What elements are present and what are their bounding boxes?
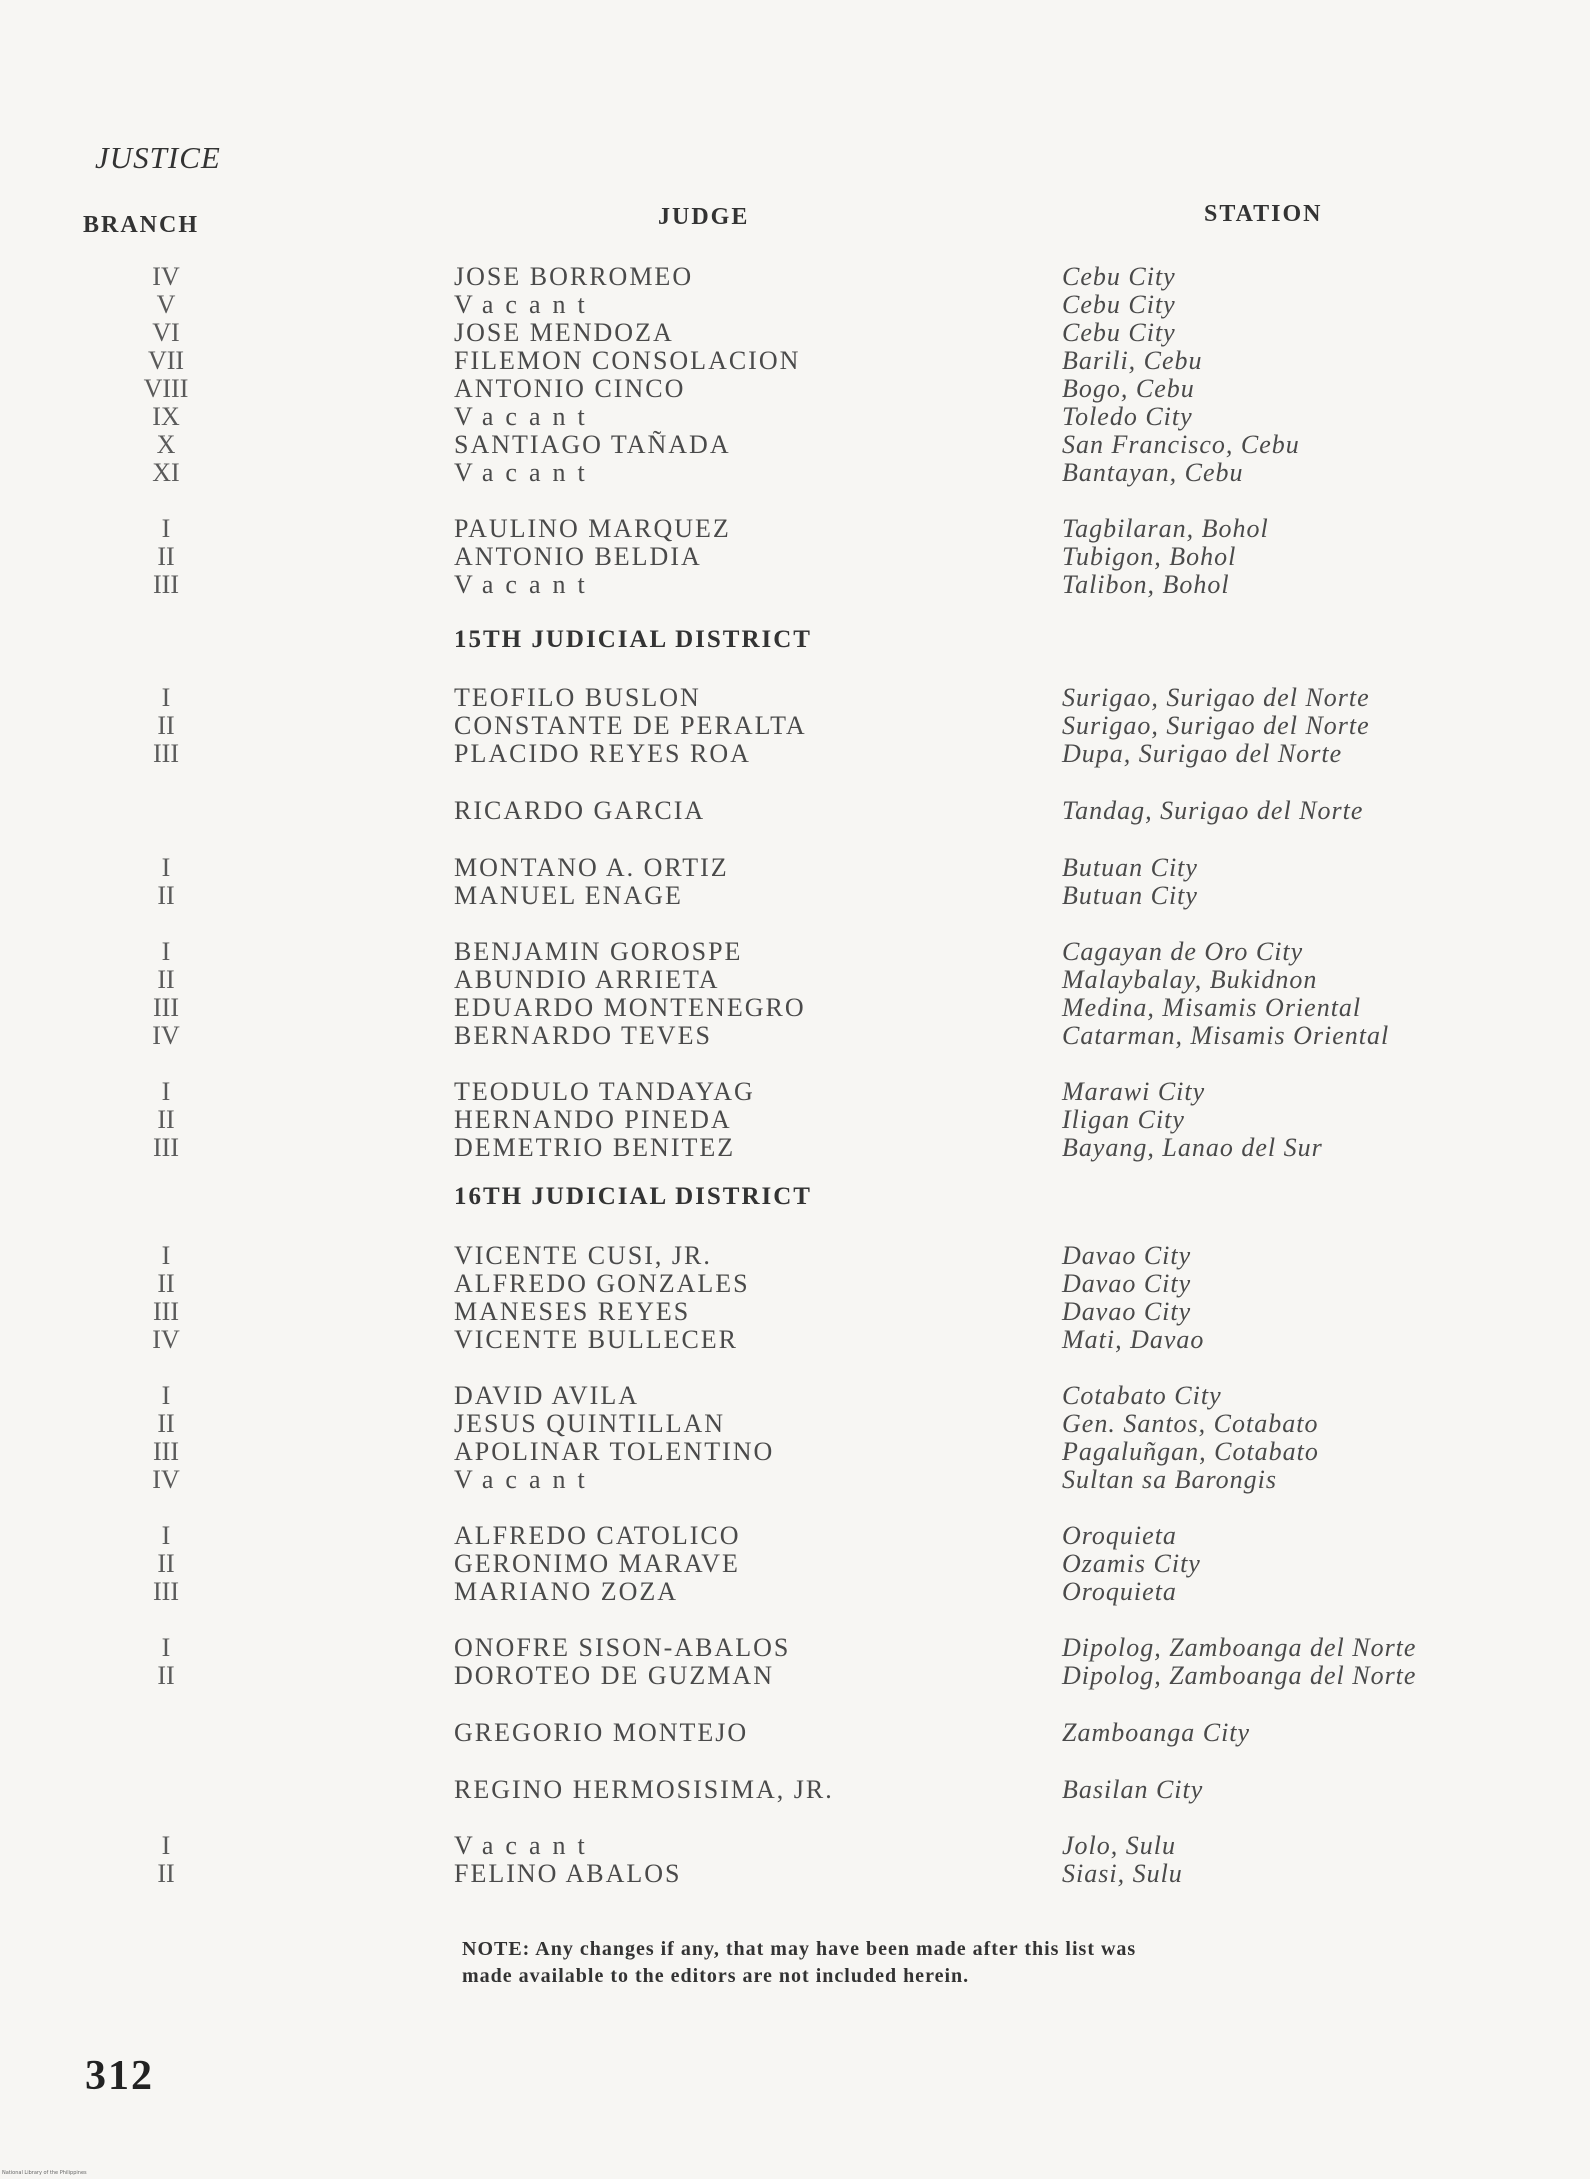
table-row [0,374,1590,403]
branch-cell: II [157,1269,175,1298]
branch-cell: II [157,1549,175,1578]
station-cell: Surigao, Surigao del Norte [1062,683,1370,712]
branch-cell: IV [152,1021,180,1050]
judge-cell: DOROTEO DE GUZMAN [454,1661,774,1690]
table-row [0,1549,1590,1578]
table-row [0,458,1590,487]
judge-cell: ALFREDO CATOLICO [454,1521,741,1550]
station-cell: Dipolog, Zamboanga del Norte [1062,1661,1417,1690]
station-cell: Ozamis City [1062,1549,1201,1578]
station-cell: Butuan City [1062,853,1198,882]
branch-cell: IV [152,1465,180,1494]
judge-cell: JOSE BORROMEO [454,262,694,291]
table-row [0,965,1590,994]
table-row [0,1831,1590,1860]
judge-cell: Vacant [454,458,597,487]
branch-cell: II [157,1409,175,1438]
table-row [0,1465,1590,1494]
station-cell: Talibon, Bohol [1062,570,1230,599]
table-row [0,1133,1590,1162]
station-cell: Cebu City [1062,318,1176,347]
judge-cell: VICENTE CUSI, JR. [454,1241,712,1270]
section-title: JUSTICE [95,140,221,175]
judge-cell: ONOFRE SISON-ABALOS [454,1633,791,1662]
table-row [0,1633,1590,1662]
judge-cell: REGINO HERMOSISIMA, JR. [454,1775,834,1804]
branch-cell: III [153,739,179,768]
branch-cell: II [157,1105,175,1134]
branch-cell: II [157,881,175,910]
judge-cell: Vacant [454,1831,597,1860]
branch-cell: VIII [143,374,189,403]
page-number: 312 [85,2053,154,2099]
branch-cell: II [157,711,175,740]
table-row [0,1661,1590,1690]
station-cell: Zamboanga City [1062,1718,1251,1747]
table-row [0,570,1590,599]
table-row [0,1577,1590,1606]
table-row [0,711,1590,740]
branch-cell: VI [152,318,180,347]
table-row [0,402,1590,431]
station-cell: Davao City [1062,1241,1192,1270]
station-cell: Jolo, Sulu [1062,1831,1176,1860]
station-cell: Siasi, Sulu [1062,1859,1183,1888]
district-heading-16th: 16TH JUDICIAL DISTRICT [454,1183,812,1210]
station-cell: Toledo City [1062,402,1193,431]
station-cell: Iligan City [1062,1105,1185,1134]
table-row [0,1077,1590,1106]
note-text: Any changes if any, that may have been made after this list was made available to the editors are not included herein. [462,1938,1137,1987]
judge-cell: PAULINO MARQUEZ [454,514,731,543]
branch-cell: II [157,542,175,571]
judge-cell: TEOFILO BUSLON [454,683,701,712]
table-row [0,1859,1590,1888]
branch-cell: III [153,1437,179,1466]
branch-cell: X [156,430,176,459]
branch-cell: I [161,1831,171,1860]
judge-cell: APOLINAR TOLENTINO [454,1437,775,1466]
station-cell: Tandag, Surigao del Norte [1062,796,1364,825]
judge-cell: Vacant [454,402,597,431]
branch-cell: III [153,1577,179,1606]
judge-cell: FELINO ABALOS [454,1859,682,1888]
branch-cell: XI [152,458,180,487]
table-row [0,796,1590,825]
branch-cell: IV [152,1325,180,1354]
table-row [0,1381,1590,1410]
table-row [0,1775,1590,1804]
branch-cell: I [161,683,171,712]
branch-cell: II [157,1661,175,1690]
judge-cell: VICENTE BULLECER [454,1325,739,1354]
judge-cell: ANTONIO CINCO [454,374,686,403]
station-cell: Cebu City [1062,290,1176,319]
station-cell: Barili, Cebu [1062,346,1203,375]
note-label: NOTE: [462,1938,531,1960]
station-column-header: STATION [1204,201,1323,227]
table-row [0,1105,1590,1134]
station-cell: Tubigon, Bohol [1062,542,1237,571]
station-cell: Dipolog, Zamboanga del Norte [1062,1633,1417,1662]
table-row [0,937,1590,966]
table-row [0,1241,1590,1270]
branch-cell: I [161,1241,171,1270]
district-heading-15th: 15TH JUDICIAL DISTRICT [454,626,812,653]
table-row [0,1718,1590,1747]
table-row [0,1269,1590,1298]
table-row [0,1021,1590,1050]
branch-cell: III [153,993,179,1022]
station-cell: Medina, Misamis Oriental [1062,993,1362,1022]
judge-cell: DAVID AVILA [454,1381,639,1410]
judge-column-header: JUDGE [658,204,750,230]
judge-cell: RICARDO GARCIA [454,796,706,825]
table-row [0,318,1590,347]
station-cell: San Francisco, Cebu [1062,430,1300,459]
judge-cell: BERNARDO TEVES [454,1021,712,1050]
station-cell: Pagaluñgan, Cotabato [1062,1437,1319,1466]
judge-cell: EDUARDO MONTENEGRO [454,993,806,1022]
judge-cell: JESUS QUINTILLAN [454,1409,726,1438]
judge-cell: ALFREDO GONZALES [454,1269,750,1298]
station-cell: Cagayan de Oro City [1062,937,1304,966]
judge-cell: GERONIMO MARAVE [454,1549,740,1578]
station-cell: Butuan City [1062,881,1198,910]
table-row [0,1297,1590,1326]
table-row [0,542,1590,571]
table-row [0,683,1590,712]
table-row [0,346,1590,375]
branch-cell: I [161,937,171,966]
judge-cell: MARIANO ZOZA [454,1577,679,1606]
judge-cell: SANTIAGO TAÑADA [454,430,731,459]
judge-cell: ABUNDIO ARRIETA [454,965,720,994]
table-row [0,1521,1590,1550]
station-cell: Sultan sa Barongis [1062,1465,1277,1494]
judge-cell: MONTANO A. ORTIZ [454,853,729,882]
judge-cell: DEMETRIO BENITEZ [454,1133,736,1162]
branch-column-header: BRANCH [83,212,200,238]
judge-cell: JOSE MENDOZA [454,318,674,347]
station-cell: Basilan City [1062,1775,1204,1804]
judge-cell: Vacant [454,290,597,319]
station-cell: Mati, Davao [1062,1325,1205,1354]
table-row [0,881,1590,910]
station-cell: Malaybalay, Bukidnon [1062,965,1318,994]
table-row [0,290,1590,319]
station-cell: Davao City [1062,1297,1192,1326]
station-cell: Marawi City [1062,1077,1206,1106]
table-row [0,739,1590,768]
station-cell: Bantayan, Cebu [1062,458,1244,487]
table-row [0,1437,1590,1466]
branch-cell: I [161,514,171,543]
branch-cell: IV [152,262,180,291]
judge-cell: HERNANDO PINEDA [454,1105,732,1134]
judge-cell: ANTONIO BELDIA [454,542,702,571]
footer-text: National Library of the Philippines [2,2170,87,2176]
judge-cell: FILEMON CONSOLACION [454,346,801,375]
branch-cell: IX [152,402,180,431]
station-cell: Bogo, Cebu [1062,374,1195,403]
table-row [0,1409,1590,1438]
judge-cell: PLACIDO REYES ROA [454,739,751,768]
station-cell: Cotabato City [1062,1381,1222,1410]
station-cell: Oroquieta [1062,1577,1177,1606]
station-cell: Bayang, Lanao del Sur [1062,1133,1323,1162]
judge-cell: Vacant [454,1465,597,1494]
branch-cell: I [161,853,171,882]
table-row [0,853,1590,882]
table-row [0,430,1590,459]
judge-cell: Vacant [454,570,597,599]
judge-cell: MANESES REYES [454,1297,691,1326]
station-cell: Gen. Santos, Cotabato [1062,1409,1319,1438]
station-cell: Tagbilaran, Bohol [1062,514,1269,543]
branch-cell: VII [147,346,185,375]
table-row [0,1325,1590,1354]
branch-cell: V [156,290,176,319]
judge-cell: BENJAMIN GOROSPE [454,937,743,966]
station-cell: Davao City [1062,1269,1192,1298]
judge-cell: TEODULO TANDAYAG [454,1077,755,1106]
judge-cell: MANUEL ENAGE [454,881,683,910]
branch-cell: II [157,965,175,994]
table-row [0,514,1590,543]
branch-cell: III [153,1133,179,1162]
judge-cell: GREGORIO MONTEJO [454,1718,749,1747]
branch-cell: I [161,1381,171,1410]
branch-cell: II [157,1859,175,1888]
station-cell: Catarman, Misamis Oriental [1062,1021,1390,1050]
table-row [0,993,1590,1022]
judge-cell: CONSTANTE DE PERALTA [454,711,807,740]
station-cell: Cebu City [1062,262,1176,291]
branch-cell: I [161,1077,171,1106]
branch-cell: I [161,1521,171,1550]
note-paragraph [462,1936,1182,1990]
station-cell: Surigao, Surigao del Norte [1062,711,1370,740]
branch-cell: III [153,570,179,599]
station-cell: Oroquieta [1062,1521,1177,1550]
table-row [0,262,1590,291]
branch-cell: III [153,1297,179,1326]
branch-cell: I [161,1633,171,1662]
station-cell: Dupa, Surigao del Norte [1062,739,1343,768]
